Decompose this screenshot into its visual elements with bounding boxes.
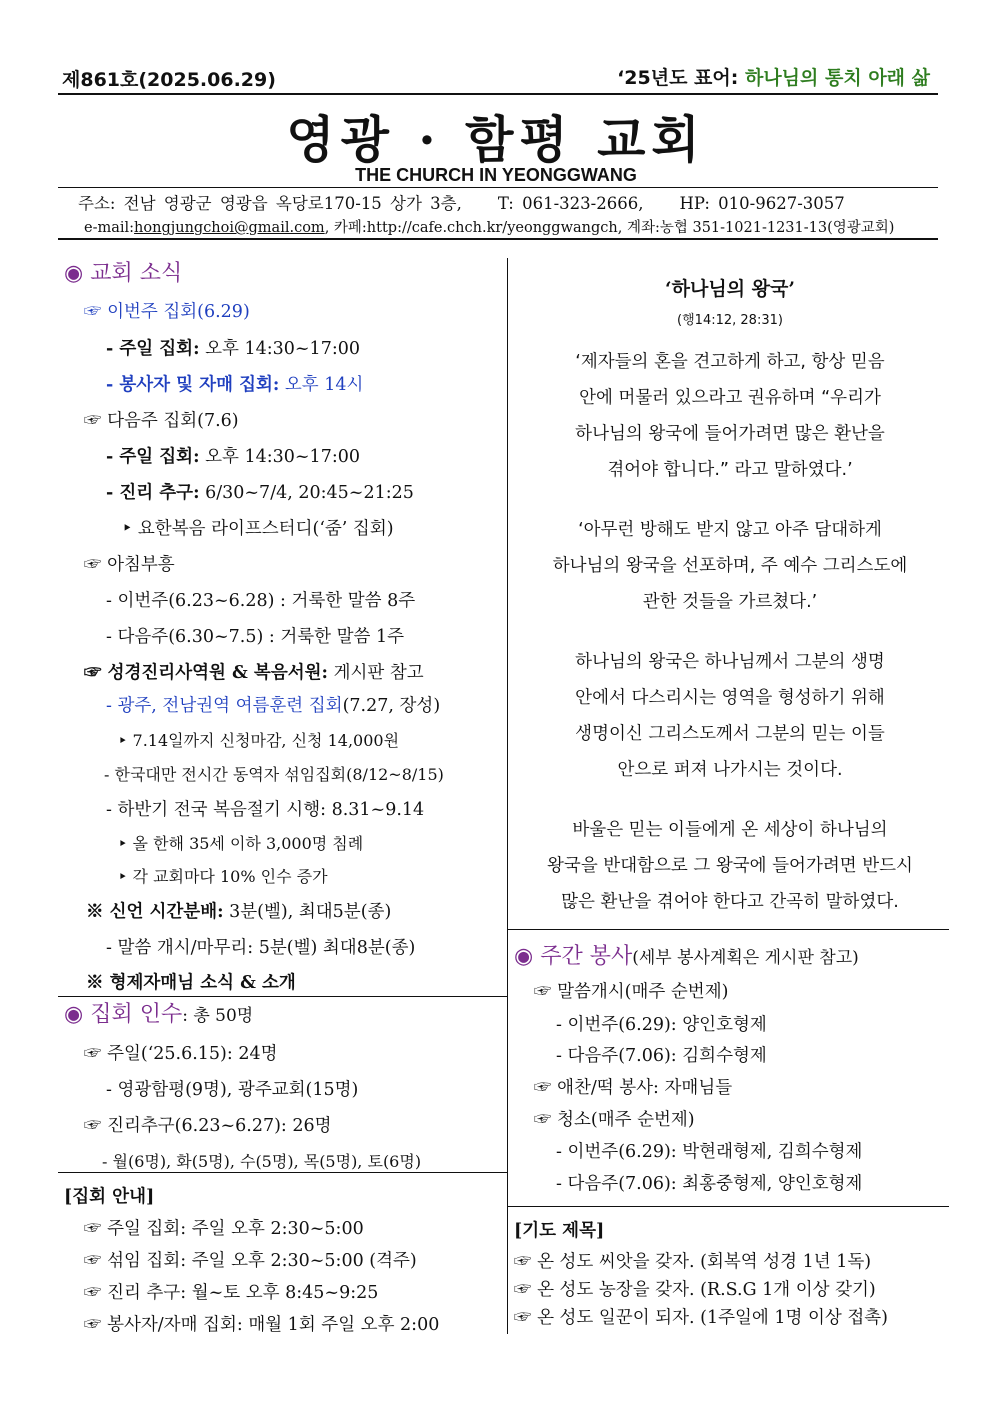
attendance-section-title bbox=[64, 997, 253, 1028]
morning-next-week: - 다음주(6.30~7.5) : 거룩한 말씀 1주 bbox=[106, 627, 405, 647]
motto-label: ‘25년도 표어: bbox=[617, 67, 745, 89]
guide-item: ☞ 주일 집회: 주일 오후 2:30~5:00 bbox=[84, 1219, 364, 1239]
news-title: 교회 소식 bbox=[90, 261, 183, 286]
attendance-title: 집회 인수 bbox=[90, 1002, 183, 1027]
message-rule bbox=[507, 929, 949, 930]
address: 주소: 전남 영광군 영광읍 옥당로170-15 상가 3층, bbox=[78, 194, 462, 213]
service-note: (세부 봉사계획은 게시판 참고) bbox=[632, 948, 859, 968]
service-title: 주간 봉사 bbox=[540, 944, 633, 969]
prophesying-time: ※ 신언 시간분배: 3분(벨), 최대5분(종) bbox=[86, 902, 392, 922]
gospel-festival: - 하반기 전국 복음절기 시행: 8.31~9.14 bbox=[106, 800, 425, 820]
header-rule bbox=[58, 93, 938, 95]
service-item: - 이번주(6.29): 양인호형제 bbox=[556, 1015, 767, 1035]
church-title: 영광 · 함평 교회 bbox=[286, 110, 706, 169]
news-section-title bbox=[64, 256, 182, 287]
prophesying-time-detail: - 말씀 개시/마무리: 5분(벨) 최대8분(종) bbox=[106, 938, 416, 958]
message-title: ‘하나님의 왕국’ bbox=[665, 278, 795, 300]
prayer-item: ☞ 온 성도 일꾼이 되자. (1주일에 1명 이상 접촉) bbox=[514, 1308, 888, 1328]
next-week-truth-detail: ‣ 요한복음 라이프스터디(‘줌’ 집회) bbox=[122, 519, 394, 539]
morning-revival-heading: ☞ 아침부흥 bbox=[84, 555, 175, 575]
gospel-festival-detail-1: ‣ 올 한해 35세 이하 3,000명 침례 bbox=[118, 834, 364, 853]
service-item: - 다음주(7.06): 김희수형제 bbox=[556, 1046, 767, 1066]
guide-item: ☞ 봉사자/자매 집회: 매월 1회 주일 오후 2:00 bbox=[84, 1315, 440, 1335]
message-line: 바울은 믿는 이들에게 온 세상이 하나님의 bbox=[572, 820, 888, 840]
this-week-servers: - 봉사자 및 자매 집회: 오후 14시 bbox=[106, 375, 364, 395]
service-item: ☞ 말씀개시(매주 순번제) bbox=[534, 982, 729, 1002]
email-link[interactable]: hongjungchoi@gmail.com bbox=[134, 220, 325, 236]
service-item: ☞ 애찬/떡 봉사: 자매님들 bbox=[534, 1078, 733, 1098]
next-week-sunday: - 주일 집회: 오후 14:30~17:00 bbox=[106, 447, 360, 467]
guide-item: ☞ 진리 추구: 월~토 오후 8:45~9:25 bbox=[84, 1283, 379, 1303]
message-line: 생명이신 그리스도께서 그분의 믿는 이들 bbox=[575, 724, 885, 744]
attendance-truth: ☞ 진리추구(6.23~6.27): 26명 bbox=[84, 1116, 332, 1136]
contact-rule bbox=[58, 238, 938, 240]
annual-motto bbox=[617, 63, 930, 90]
this-week-sunday: - 주일 집회: 오후 14:30~17:00 bbox=[106, 339, 360, 359]
guide-title: [집회 안내] bbox=[64, 1187, 155, 1207]
service-rule bbox=[507, 1206, 949, 1207]
attendance-total: : 총 50명 bbox=[182, 1006, 254, 1026]
message-line: ‘아무런 방해도 받지 않고 아주 담대하게 bbox=[578, 520, 882, 540]
next-week-truth: - 진리 추구: 6/30~7/4, 20:45~21:25 bbox=[106, 483, 414, 503]
message-line: 하나님의 왕국에 들어가려면 많은 환난을 bbox=[575, 424, 885, 444]
morning-this-week: - 이번주(6.23~6.28) : 거룩한 말씀 8주 bbox=[106, 591, 416, 611]
contact-line bbox=[84, 216, 894, 237]
korea-taiwan-meeting: - 한국대만 전시간 동역자 섞임집회(8/12~8/15) bbox=[104, 765, 444, 784]
service-section-title bbox=[514, 939, 859, 970]
message-line: 안으로 퍼져 나가시는 것이다. bbox=[617, 760, 843, 780]
attendance-rule bbox=[58, 1172, 508, 1173]
gospel-festival-detail-2: ‣ 각 교회마다 10% 인수 증가 bbox=[118, 867, 328, 886]
address-line bbox=[78, 190, 845, 214]
message-line: 많은 환난을 겪어야 한다고 간곡히 말하였다. bbox=[561, 892, 899, 912]
service-item: - 다음주(7.06): 최홍중형제, 양인호형제 bbox=[556, 1174, 863, 1194]
message-line: ‘제자들의 혼을 견고하게 하고, 항상 믿음 bbox=[575, 352, 885, 372]
prayer-item: ☞ 온 성도 농장을 갖자. (R.S.G 1개 이상 갖기) bbox=[514, 1280, 876, 1300]
church-subtitle: THE CHURCH IN YEONGGWANG bbox=[355, 165, 637, 185]
motto-text: 하나님의 통치 아래 삶 bbox=[744, 67, 930, 89]
attendance-sunday: ☞ 주일(‘25.6.15): 24명 bbox=[84, 1044, 278, 1064]
next-week-heading: ☞ 다음주 집회(7.6) bbox=[84, 411, 239, 431]
attendance-truth-detail: - 월(6명), 화(5명), 수(5명), 목(5명), 토(6명) bbox=[102, 1152, 422, 1171]
summer-training-detail: ‣ 7.14일까지 신청마감, 신청 14,000원 bbox=[118, 731, 400, 750]
message-line: 왕국을 반대함으로 그 왕국에 들어가려면 반드시 bbox=[547, 856, 913, 876]
summer-training: - 광주, 전남권역 여름훈련 집회(7.27, 장성) bbox=[106, 696, 441, 716]
message-line: 관한 것들을 가르쳤다.’ bbox=[642, 592, 818, 612]
this-week-heading: ☞ 이번주 집회(6.29) bbox=[84, 302, 250, 322]
message-line: 하나님의 왕국은 하나님께서 그분의 생명 bbox=[575, 652, 885, 672]
issue-number: 제861호(2025.06.29) bbox=[62, 69, 276, 91]
family-news: ※ 형제자매님 소식 & 소개 bbox=[86, 973, 296, 993]
fisheye-bullet-icon: ◉ bbox=[514, 944, 534, 969]
fisheye-bullet-icon: ◉ bbox=[64, 1002, 84, 1027]
message-reference: (행14:12, 28:31) bbox=[677, 313, 783, 328]
service-item: - 이번주(6.29): 박현래형제, 김희수형제 bbox=[556, 1142, 863, 1162]
phone: T: 061-323-2666, bbox=[497, 194, 644, 213]
mobile: HP: 010-9627-3057 bbox=[679, 194, 845, 213]
attendance-sunday-detail: - 영광함평(9명), 광주교회(15명) bbox=[106, 1080, 359, 1100]
bible-ministry: ☞ 성경진리사역원 & 복음서원: 게시판 참고 bbox=[84, 663, 424, 683]
message-line: 안에 머물러 있으라고 권유하며 “우리가 bbox=[579, 388, 881, 408]
prayer-item: ☞ 온 성도 씨앗을 갖자. (회복역 성경 1년 1독) bbox=[514, 1252, 872, 1272]
fisheye-bullet-icon: ◉ bbox=[64, 261, 84, 286]
service-item: ☞ 청소(매주 순번제) bbox=[534, 1110, 695, 1130]
message-line: 겪어야 합니다.” 라고 말하였다.’ bbox=[607, 460, 853, 480]
message-line: 하나님의 왕국을 선포하며, 주 예수 그리스도에 bbox=[552, 556, 908, 576]
cafe-account: , 카페:http://cafe.chch.kr/yeonggwangch, 계좌:농협 351-1021-1231-13(영광교회) bbox=[324, 220, 895, 236]
message-line: 안에서 다스리시는 영역을 형성하기 위해 bbox=[575, 688, 885, 708]
prayer-title: [기도 제목] bbox=[514, 1221, 605, 1241]
email-label: e-mail: bbox=[84, 220, 135, 236]
title-rule bbox=[58, 187, 938, 188]
guide-item: ☞ 섞임 집회: 주일 오후 2:30~5:00 (격주) bbox=[84, 1251, 417, 1271]
